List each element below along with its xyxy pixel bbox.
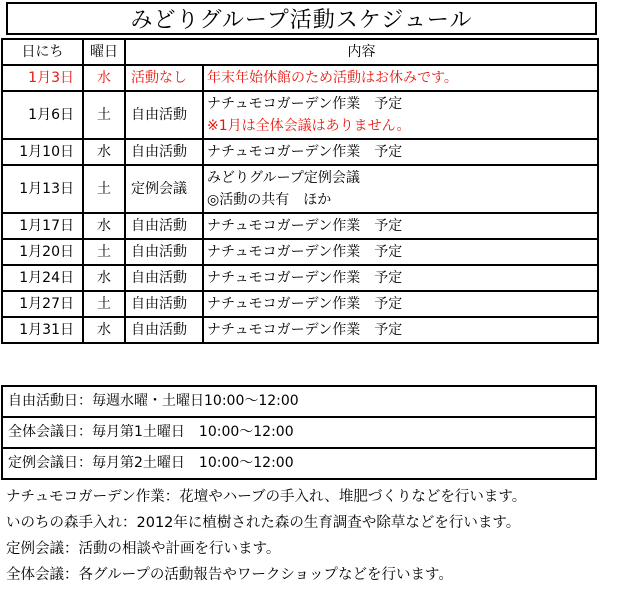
row-day-of-week: 水 — [83, 317, 125, 343]
page-title — [6, 2, 597, 35]
row-activity-type: 自由活動 — [125, 239, 203, 265]
schedule-row — [2, 165, 598, 213]
row-content — [203, 239, 598, 265]
schedule-row — [2, 91, 598, 139]
row-content — [203, 317, 598, 343]
activity-hours-box — [1, 385, 597, 480]
row-activity-type: 自由活動 — [125, 91, 203, 139]
row-content-line: 年末年始休館のため活動はお休みです。 — [207, 70, 458, 86]
desc-forest-care: いのちの森手入れ：2012年に植樹された森の生育調査や除草などを行います。 — [6, 515, 521, 531]
desc-garden-work: ナチュモコガーデン作業：花壇やハーブの手入れ、堆肥づくりなどを行います。 — [6, 489, 527, 505]
row-content-line: ◎活動の共有 ほか — [207, 192, 332, 208]
row-date: 1月20日 — [2, 239, 83, 265]
row-content-line: ナチュモコガーデン作業 予定 — [207, 322, 403, 338]
hours-regular-meeting: 定例会議日：毎月第2土曜日 10:00～12:00 — [8, 455, 294, 471]
row-date: 1月27日 — [2, 291, 83, 317]
schedule-table — [1, 38, 599, 344]
row-day-of-week: 水 — [83, 213, 125, 239]
row-activity-type: 自由活動 — [125, 213, 203, 239]
schedule-row — [2, 291, 598, 317]
row-activity-type: 自由活動 — [125, 317, 203, 343]
page-title-text: みどりグループ活動スケジュール — [130, 8, 473, 33]
header-date: 日にち — [2, 39, 83, 65]
row-content-line: ナチュモコガーデン作業 予定 — [207, 270, 403, 286]
row-date: 1月13日 — [2, 165, 83, 213]
row-date: 1月24日 — [2, 265, 83, 291]
row-day-of-week: 土 — [83, 291, 125, 317]
row-content-line: ナチュモコガーデン作業 予定 — [207, 244, 403, 260]
header-content: 内容 — [125, 39, 598, 65]
row-day-of-week: 土 — [83, 91, 125, 139]
row-content — [203, 265, 598, 291]
schedule-row — [2, 317, 598, 343]
row-activity-type: 自由活動 — [125, 139, 203, 165]
row-day-of-week: 水 — [83, 265, 125, 291]
row-content-line: ナチュモコガーデン作業 予定 — [207, 296, 403, 312]
hours-free-activity: 自由活動日：毎週水曜・土曜日10:00～12:00 — [3, 387, 595, 418]
activity-descriptions — [6, 484, 621, 588]
row-content — [203, 291, 598, 317]
row-date: 1月3日 — [2, 65, 83, 91]
hours-general-meeting: 全体会議日：毎月第1土曜日 10:00～12:00 — [3, 418, 595, 449]
row-content-line: ナチュモコガーデン作業 予定 — [207, 96, 403, 112]
row-day-of-week: 水 — [83, 65, 125, 91]
row-content-line: ナチュモコガーデン作業 予定 — [207, 144, 403, 160]
schedule-header-row — [2, 39, 598, 65]
schedule-row — [2, 239, 598, 265]
header-dow: 曜日 — [83, 39, 125, 65]
row-day-of-week: 土 — [83, 239, 125, 265]
row-date: 1月10日 — [2, 139, 83, 165]
row-content — [203, 165, 598, 213]
row-date: 1月17日 — [2, 213, 83, 239]
row-content — [203, 91, 598, 139]
row-day-of-week: 水 — [83, 139, 125, 165]
schedule-row — [2, 213, 598, 239]
desc-regular-meeting: 定例会議：活動の相談や計画を行います。 — [6, 541, 281, 557]
row-content-line: みどりグループ定例会議 — [207, 170, 360, 186]
schedule-body — [2, 65, 598, 343]
row-note: ※1月は全体会議はありません。 — [207, 118, 411, 134]
row-date: 1月6日 — [2, 91, 83, 139]
row-content — [203, 139, 598, 165]
schedule-row — [2, 265, 598, 291]
schedule-row — [2, 65, 598, 91]
row-activity-type: 活動なし — [125, 65, 203, 91]
row-activity-type: 定例会議 — [125, 165, 203, 213]
desc-general-meeting: 全体会議：各グループの活動報告やワークショップなどを行います。 — [6, 567, 453, 583]
row-content-line: ナチュモコガーデン作業 予定 — [207, 218, 403, 234]
row-content — [203, 213, 598, 239]
row-date: 1月31日 — [2, 317, 83, 343]
row-activity-type: 自由活動 — [125, 291, 203, 317]
schedule-row — [2, 139, 598, 165]
row-content — [203, 65, 598, 91]
row-activity-type: 自由活動 — [125, 265, 203, 291]
row-day-of-week: 土 — [83, 165, 125, 213]
